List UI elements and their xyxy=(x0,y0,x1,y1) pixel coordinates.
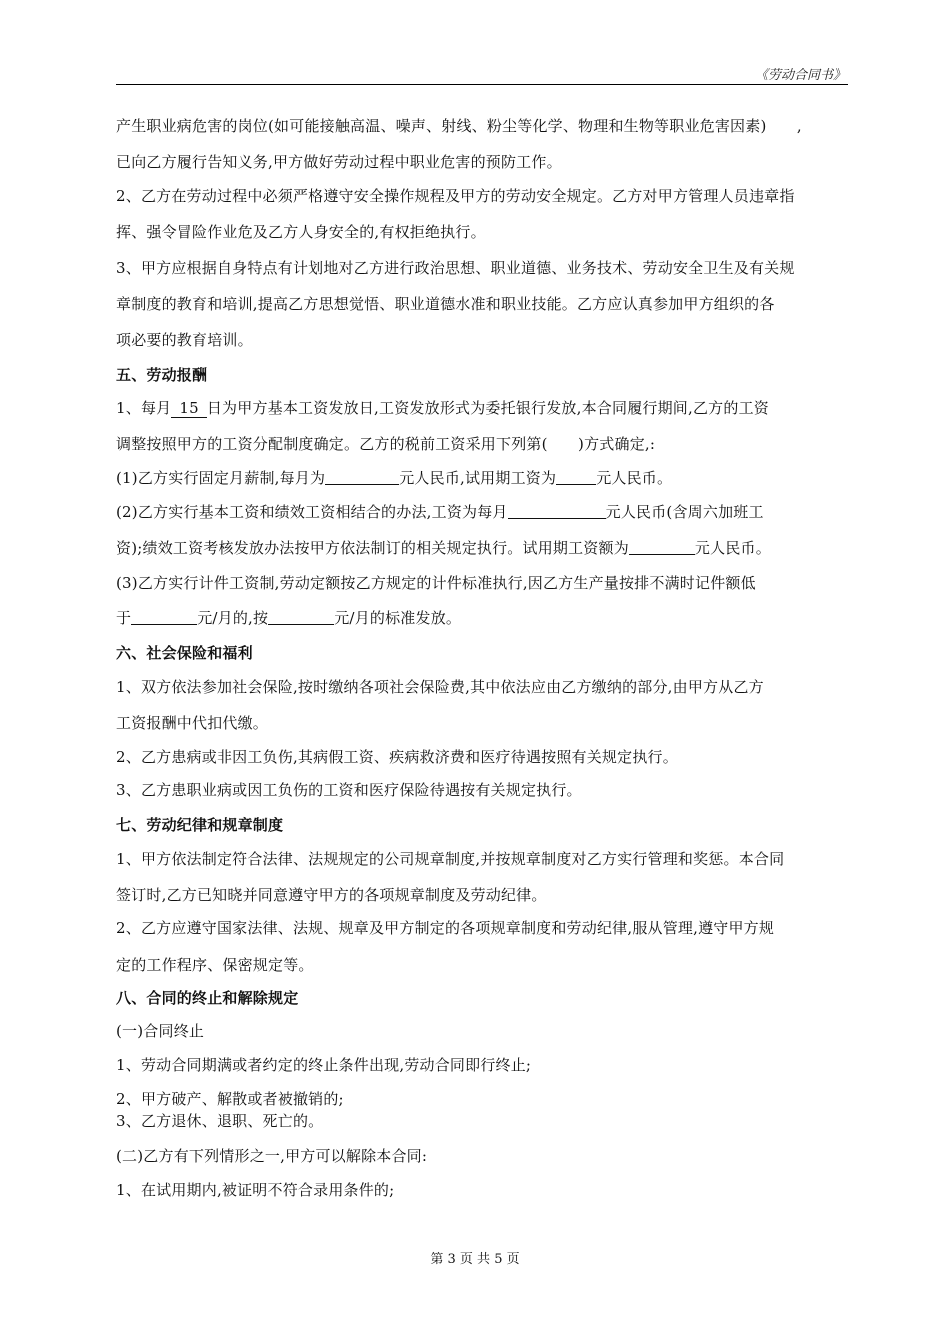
probation-amount-blank xyxy=(629,539,695,555)
text-segment: 1、每月 xyxy=(116,399,172,417)
header-divider xyxy=(116,84,848,85)
header-title: 《劳动合同书》 xyxy=(754,68,846,83)
text-segment: (1)乙方实行固定月薪制,每月为 xyxy=(116,469,326,487)
body-line xyxy=(116,538,771,558)
body-line: 3、甲方应根据自身特点有计划地对乙方进行政治思想、职业道德、业务技术、劳动安全卫生及有关规 xyxy=(116,259,795,277)
body-line: 3、乙方患职业病或因工负伤的工资和医疗保险待遇按有关规定执行。 xyxy=(116,781,582,799)
text-segment: 元/月的,按 xyxy=(197,609,269,627)
body-line: (3)乙方实行计件工资制,劳动定额按乙方规定的计件标准执行,因乙方生产量按排不满时记件额低 xyxy=(116,574,756,592)
page-number: 第 3 页 共 5 页 xyxy=(430,1252,520,1267)
body-line: 章制度的教育和培训,提高乙方思想觉悟、职业道德水准和职业技能。乙方应认真参加甲方组织的各 xyxy=(116,295,775,313)
body-line: 1、在试用期内,被证明不符合录用条件的; xyxy=(116,1181,395,1199)
base-salary-blank xyxy=(508,503,606,519)
body-line: 1、甲方依法制定符合法律、法规规定的公司规章制度,并按规章制度对乙方实行管理和奖惩。本合同 xyxy=(116,850,785,868)
body-line: 定的工作程序、保密规定等。 xyxy=(116,956,314,974)
body-line: 调整按照甲方的工资分配制度确定。乙方的税前工资采用下列第( )方式确定,: xyxy=(116,435,656,453)
body-line: 2、乙方在劳动过程中必须严格遵守安全操作规程及甲方的劳动安全规定。乙方对甲方管理人员违章指 xyxy=(116,187,795,205)
body-line: 2、乙方患病或非因工负伤,其病假工资、疾病救济费和医疗待遇按照有关规定执行。 xyxy=(116,748,678,766)
text-segment: 元/月的标准发放。 xyxy=(334,609,462,627)
monthly-salary-blank xyxy=(325,469,399,485)
body-line: 挥、强令冒险作业危及乙方人身安全的,有权拒绝执行。 xyxy=(116,223,486,241)
section-heading-8: 八、合同的终止和解除规定 xyxy=(116,989,299,1007)
body-line: 签订时,乙方已知晓并同意遵守甲方的各项规章制度及劳动纪律。 xyxy=(116,886,547,904)
body-line: 已向乙方履行告知义务,甲方做好劳动过程中职业危害的预防工作。 xyxy=(116,153,562,171)
body-line: 1、劳动合同期满或者约定的终止条件出现,劳动合同即行终止; xyxy=(116,1056,532,1074)
text-segment: 资);绩效工资考核发放办法按甲方依法制订的相关规定执行。试用期工资额为 xyxy=(116,539,629,557)
body-line: (一)合同终止 xyxy=(116,1022,205,1040)
text-segment: 元人民币。 xyxy=(596,469,673,487)
piece-min-blank xyxy=(131,609,197,625)
body-line xyxy=(116,502,764,522)
pay-day-value: 15 xyxy=(171,399,207,418)
probation-salary-blank xyxy=(556,469,596,485)
section-heading-7: 七、劳动纪律和规章制度 xyxy=(116,816,284,834)
text-segment: 日为甲方基本工资发放日,工资发放形式为委托银行发放,本合同履行期间,乙方的工资 xyxy=(206,399,769,417)
body-line: 项必要的教育培训。 xyxy=(116,331,253,349)
body-line: 2、甲方破产、解散或者被撤销的; xyxy=(116,1090,344,1108)
body-line: 1、双方依法参加社会保险,按时缴纳各项社会保险费,其中依法应由乙方缴纳的部分,由甲方从乙方 xyxy=(116,678,764,696)
text-segment: 元人民币,试用期工资为 xyxy=(399,469,557,487)
body-line: (二)乙方有下列情形之一,甲方可以解除本合同: xyxy=(116,1147,428,1165)
body-line xyxy=(116,608,461,628)
text-segment: 于 xyxy=(116,609,132,627)
body-line: 工资报酬中代扣代缴。 xyxy=(116,714,269,732)
text-segment: 元人民币(含周六加班工 xyxy=(605,503,764,521)
body-line xyxy=(116,468,672,488)
piece-standard-blank xyxy=(268,609,334,625)
text-segment: 元人民币。 xyxy=(694,539,771,557)
body-line: 3、乙方退休、退职、死亡的。 xyxy=(116,1112,324,1130)
section-heading-6: 六、社会保险和福利 xyxy=(116,644,253,662)
body-line: 2、乙方应遵守国家法律、法规、规章及甲方制定的各项规章制度和劳动纪律,服从管理,遵守甲方规 xyxy=(116,919,775,937)
body-line: 产生职业病危害的岗位(如可能接触高温、噪声、射线、粉尘等化学、物理和生物等职业危害因素) , xyxy=(116,117,802,135)
text-segment: (2)乙方实行基本工资和绩效工资相结合的办法,工资为每月 xyxy=(116,503,508,521)
section-heading-5: 五、劳动报酬 xyxy=(116,366,208,384)
body-line xyxy=(116,398,769,418)
